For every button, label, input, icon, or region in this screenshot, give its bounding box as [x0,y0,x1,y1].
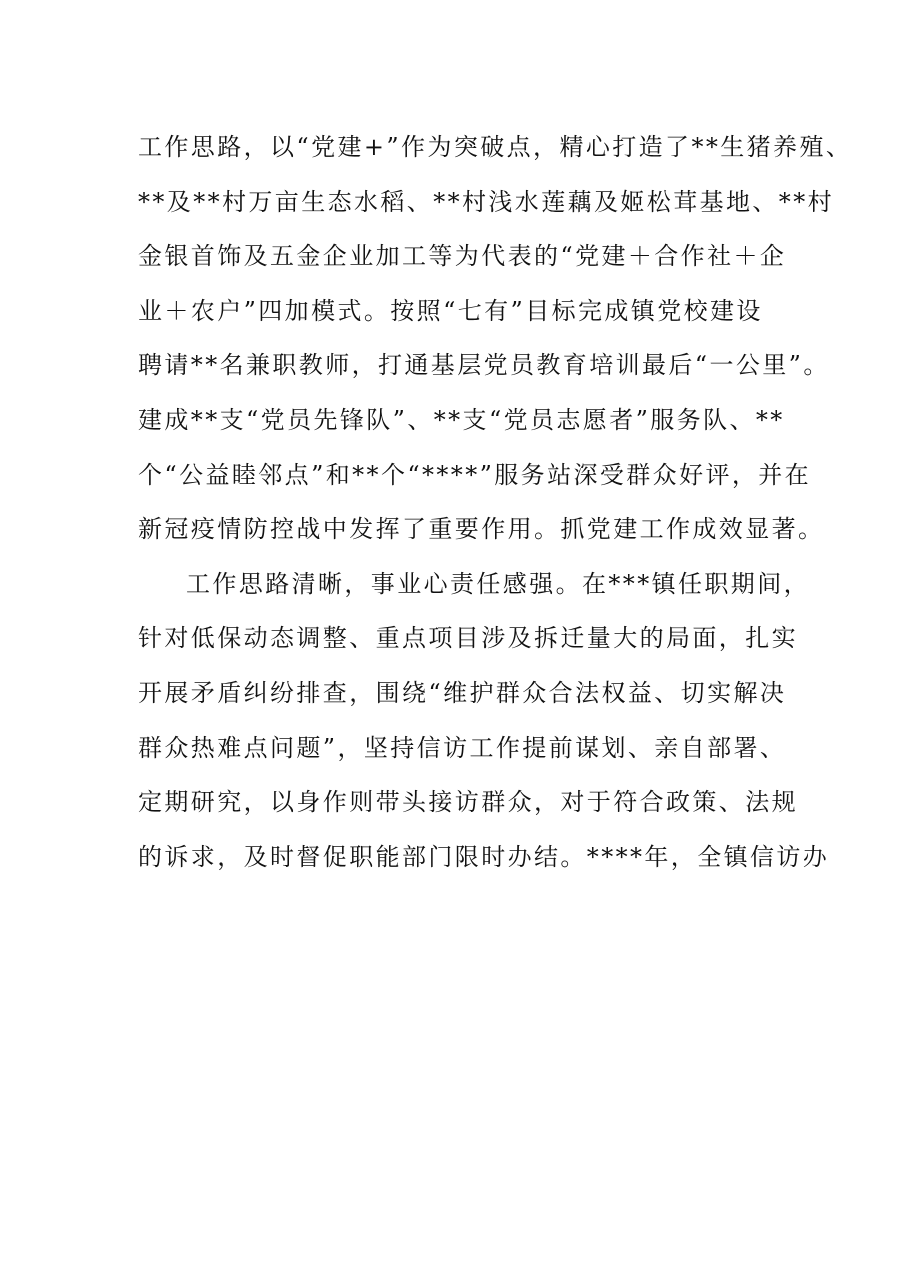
text-line: 建成**支“党员先锋队”、**支“党员志愿者”服务队、** [138,405,785,434]
text-line: 业＋农户”四加模式。按照“七有”目标完成镇党校建设 [138,296,763,325]
text-line: 新冠疫情防控战中发挥了重要作用。抓党建工作成效显著。 [138,515,825,544]
text-line: 定期研究，以身作则带头接访群众，对于符合政策、法规 [138,788,798,817]
text-line: 针对低保动态调整、重点项目涉及拆迁量大的局面，扎实 [138,624,798,653]
text-line: 的诉求，及时督促职能部门限时办结。****年，全镇信访办 [138,842,830,871]
text-line: 金银首饰及五金企业加工等为代表的“党建＋合作社＋企 [138,242,787,271]
text-line: 工作思路，以“党建+”作为突破点，精心打造了**生猪养殖、 [138,133,853,161]
text-line: **及**村万亩生态水稻、**村浅水莲藕及姬松茸基地、**村 [138,187,834,216]
paragraph-first-line: 工作思路清晰，事业心责任感强。在***镇任职期间， [186,569,810,598]
text-line: 聘请**名兼职教师，打通基层党员教育培训最后“一公里”。 [138,351,830,380]
text-line: 个“公益睦邻点”和**个“****”服务站深受群众好评，并在 [138,460,812,489]
document-body [138,120,853,884]
text-line: 群众热难点问题”，坚持信访工作提前谋划、亲自部署、 [138,733,787,762]
text-line: 开展矛盾纠纷排查，围绕“维护群众合法权益、切实解决 [138,678,787,707]
